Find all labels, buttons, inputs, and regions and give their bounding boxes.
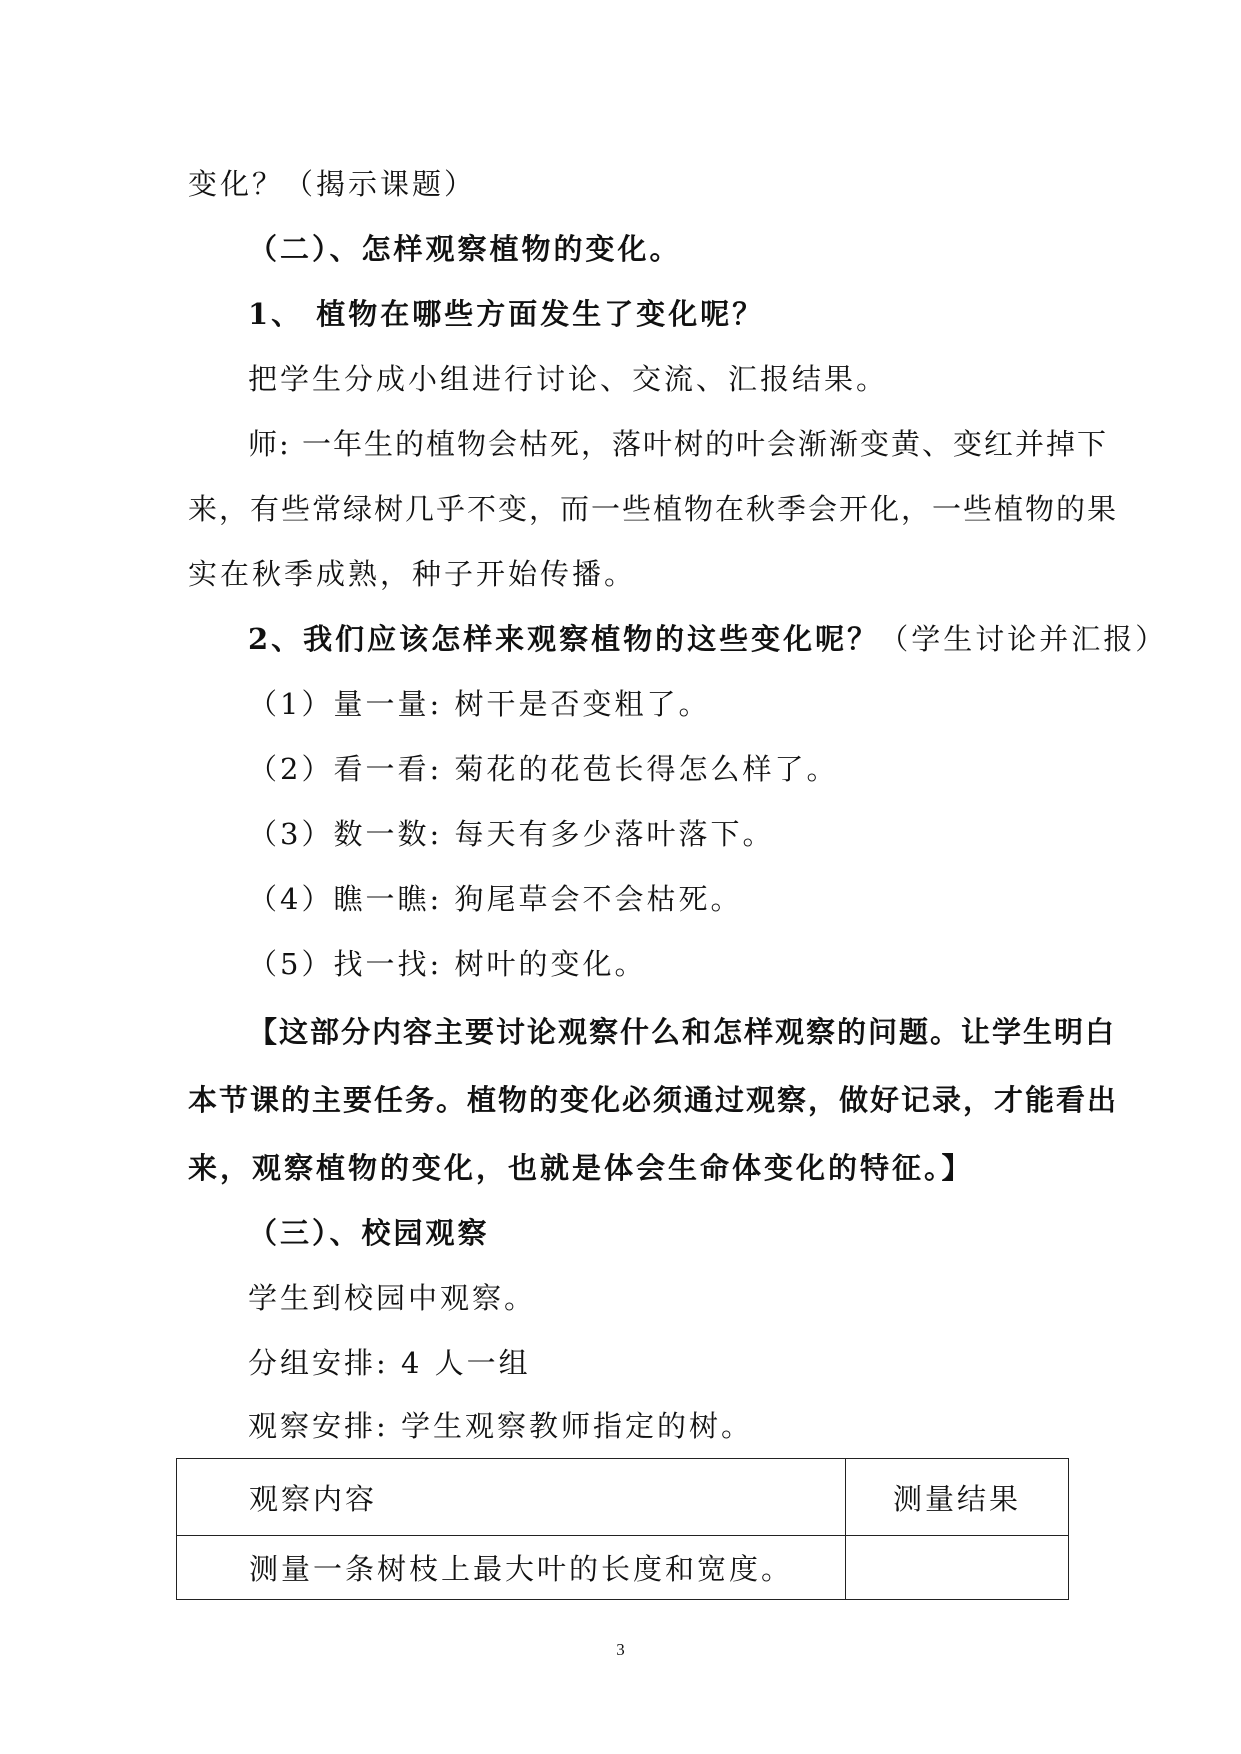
- list-item: （5）找一找: 树叶的变化。: [248, 947, 647, 981]
- subheading: 1、 植物在哪些方面发生了变化呢？: [248, 297, 765, 331]
- table-cell: [846, 1536, 1069, 1600]
- subheading-note: （学生讨论并汇报）: [879, 622, 1168, 656]
- subheading: [248, 619, 1168, 659]
- subheading-text: 2、我们应该怎样来观察植物的这些变化呢？: [248, 622, 880, 656]
- section-heading: （二）、怎样观察植物的变化。: [248, 232, 682, 266]
- list-item: （4）瞧一瞧: 狗尾草会不会枯死。: [248, 882, 743, 916]
- text-line: 变化？（揭示课题）: [188, 167, 477, 201]
- commentary-line: 来，观察植物的变化，也就是体会生命体变化的特征。】: [188, 1151, 974, 1185]
- text-line: 实在秋季成熟，种子开始传播。: [188, 557, 637, 591]
- text-line: 来，有些常绿树几乎不变，而一些植物在秋季会开化，一些植物的果: [188, 492, 1119, 526]
- table-header-row: [177, 1459, 1069, 1536]
- section-heading: （三）、校园观察: [248, 1216, 490, 1250]
- table-header-cell: 观察内容: [177, 1459, 846, 1536]
- text-line: 分组安排: 4 人一组: [248, 1346, 531, 1380]
- commentary-line: 【这部分内容主要讨论观察什么和怎样观察的问题。让学生明白: [248, 1015, 1117, 1049]
- text-line: 观察安排: 学生观察教师指定的树。: [248, 1409, 753, 1443]
- text-line: 把学生分成小组进行讨论、交流、汇报结果。: [248, 362, 889, 396]
- list-item: （1）量一量: 树干是否变粗了。: [248, 687, 711, 721]
- table-row: [177, 1536, 1069, 1600]
- list-item: （2）看一看: 菊花的花苞长得怎么样了。: [248, 752, 839, 786]
- text-line: 师: 一年生的植物会枯死，落叶树的叶会渐渐变黄、变红并掉下: [248, 427, 1108, 461]
- page-number: 3: [616, 1640, 625, 1659]
- list-item: （3）数一数: 每天有多少落叶落下。: [248, 817, 775, 851]
- observation-table: [176, 1458, 1069, 1600]
- table-cell: 测量一条树枝上最大叶的长度和宽度。: [177, 1536, 846, 1600]
- table-header-cell: 测量结果: [846, 1459, 1069, 1536]
- text-line: 学生到校园中观察。: [248, 1281, 537, 1315]
- commentary-line: 本节课的主要任务。植物的变化必须通过观察，做好记录，才能看出: [188, 1083, 1119, 1117]
